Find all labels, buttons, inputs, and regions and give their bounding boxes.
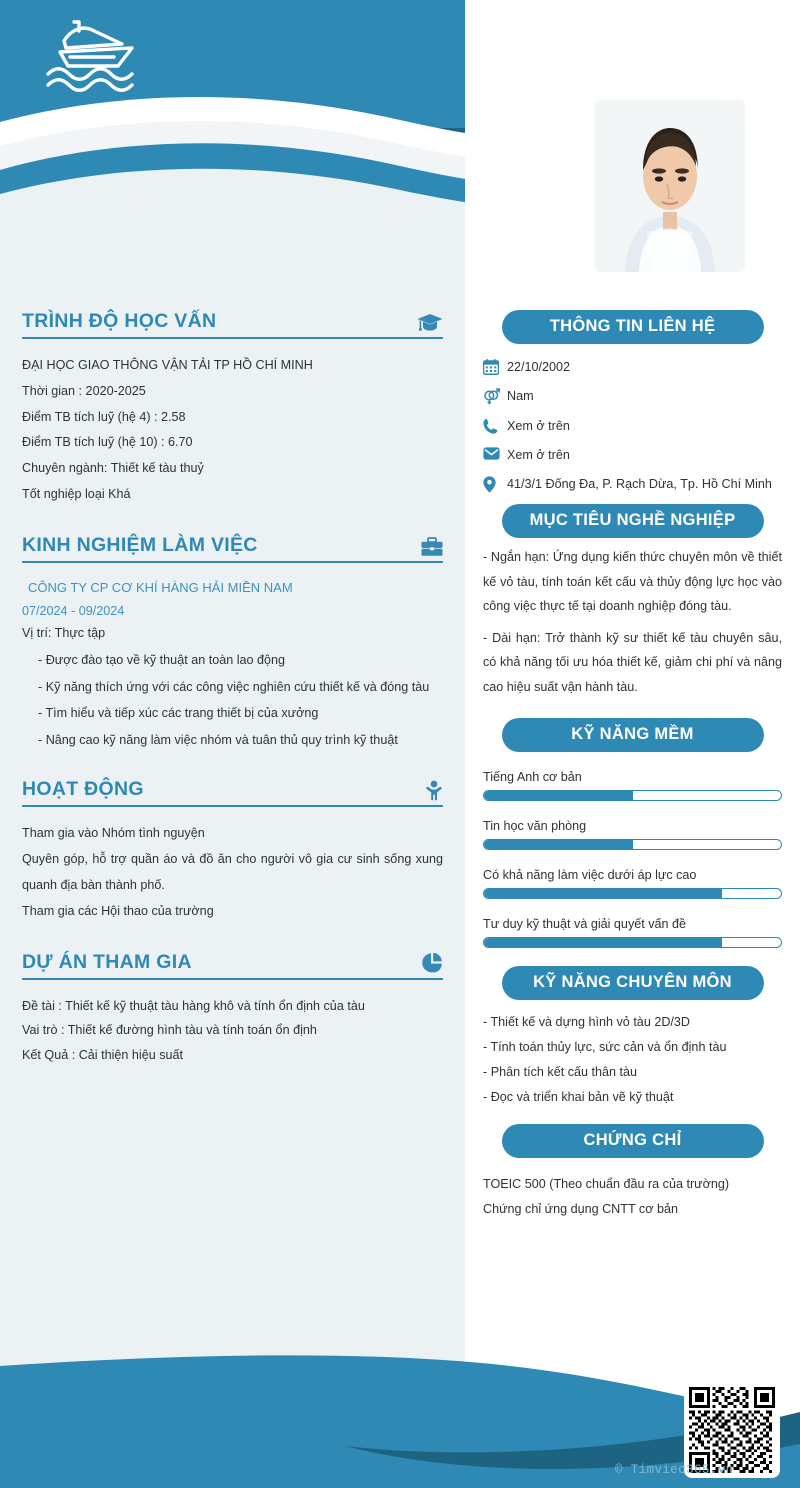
contact-list xyxy=(483,358,782,493)
section-contact-title: THÔNG TIN LIÊN HỆ xyxy=(502,310,764,344)
gender-icon xyxy=(483,387,507,405)
section-projects-rule xyxy=(22,978,443,980)
graduation-cap-icon xyxy=(417,313,443,333)
contact-row-gender xyxy=(483,387,782,405)
section-projects xyxy=(22,951,443,1068)
soft-skill-bar xyxy=(483,937,782,948)
pie-chart-icon xyxy=(421,952,443,974)
section-activities-title: HOẠT ĐỘNG xyxy=(22,778,144,801)
section-certificates-title: CHỨNG CHỈ xyxy=(502,1124,764,1158)
section-experience-header xyxy=(22,534,443,561)
spacer xyxy=(22,925,443,951)
avatar-image xyxy=(595,100,745,272)
certificates-list xyxy=(483,1172,782,1222)
briefcase-icon xyxy=(421,537,443,557)
pro-skill-item: - Đọc và triển khai bản vẽ kỹ thuật xyxy=(483,1090,674,1105)
section-education-rule xyxy=(22,337,443,339)
education-line: Tốt nghiệp loại Khá xyxy=(22,487,131,502)
section-soft-skills xyxy=(483,718,782,948)
experience-bullet: - Được đào tạo về kỹ thuật an toàn lao động xyxy=(38,653,286,668)
qr-code-image xyxy=(689,1387,775,1473)
soft-skill-bar-fill xyxy=(484,938,722,947)
projects-line: Kết Quả : Cải thiện hiệu suất xyxy=(22,1047,184,1062)
experience-bullet: - Nâng cao kỹ năng làm việc nhóm và tuân thủ quy trình kỹ thuật xyxy=(38,732,398,747)
pro-skill-item: - Tính toán thủy lực, sức cản và ổn định tàu xyxy=(483,1039,727,1054)
ship-icon xyxy=(40,14,148,97)
soft-skill-bar-fill xyxy=(484,889,722,898)
pro-skill-item: - Phân tích kết cấu thân tàu xyxy=(483,1064,638,1079)
projects-line: Vai trò : Thiết kế đường hình tàu và tính toán ổn định xyxy=(22,1023,317,1038)
section-pro-skills xyxy=(483,966,782,1111)
soft-skill-label: Tiếng Anh cơ bản xyxy=(483,769,582,784)
envelope-icon xyxy=(483,446,507,460)
watermark: © Timviec365.vn xyxy=(615,1463,734,1477)
section-education xyxy=(22,310,443,508)
experience-bullet: - Tìm hiểu và tiếp xúc các trang thiết bị của xưởng xyxy=(38,706,319,721)
soft-skill-bar-fill xyxy=(484,840,633,849)
soft-skill-label: Có khả năng làm việc dưới áp lực cao xyxy=(483,867,697,882)
section-activities xyxy=(22,778,443,924)
experience-role: Vị trí: Thực tập xyxy=(22,626,106,641)
education-line: Điểm TB tích luỹ (hệ 4) : 2.58 xyxy=(22,409,186,424)
soft-skill-bar-fill xyxy=(484,791,633,800)
experience-bullet: - Kỹ năng thích ứng với các công việc nghiên cứu thiết kế và đóng tàu xyxy=(38,679,430,694)
contact-value: 41/3/1 Đống Đa, P. Rạch Dừa, Tp. Hồ Chí Minh xyxy=(507,477,772,491)
contact-value: 22/10/2002 xyxy=(507,360,571,374)
soft-skill-bar xyxy=(483,790,782,801)
person-icon xyxy=(425,780,443,801)
education-lines xyxy=(22,353,443,508)
certificate-item: TOEIC 500 (Theo chuẩn đầu ra của trường) xyxy=(483,1177,730,1192)
soft-skill-label: Tư duy kỹ thuật và giải quyết vấn đề xyxy=(483,916,687,931)
pro-skill-item: - Thiết kế và dựng hình vỏ tàu 2D/3D xyxy=(483,1014,691,1029)
left-column xyxy=(0,310,465,1067)
education-line: Thời gian : 2020-2025 xyxy=(22,383,146,398)
section-experience-title: KINH NGHIỆM LÀM VIỆC xyxy=(22,533,258,556)
education-line: ĐẠI HỌC GIAO THÔNG VẬN TẢI TP HỒ CHÍ MINH xyxy=(22,358,313,372)
right-column xyxy=(465,310,800,1223)
location-pin-icon xyxy=(483,475,507,493)
soft-skill-bar xyxy=(483,839,782,850)
objective-paragraph: - Ngắn hạn: Ứng dụng kiến thức chuyên môn về thiết kế vỏ tàu, tính toán kết cấu và thủy động lực học vào công việc thực tế tại doanh nghiệp đóng tàu. xyxy=(483,550,782,614)
phone-icon xyxy=(483,417,507,434)
objective-paragraph: - Dài hạn: Trở thành kỹ sư thiết kế tàu chuyên sâu, có khả năng tối ưu hóa thiết kế, giảm chi phí và nâng cao hiệu suất vận hành tàu. xyxy=(483,630,782,694)
section-pro-skills-title: KỸ NĂNG CHUYÊN MÔN xyxy=(502,966,764,1000)
section-objective xyxy=(483,504,782,699)
certificate-item: Chứng chỉ ứng dụng CNTT cơ bản xyxy=(483,1202,679,1217)
calendar-icon xyxy=(483,358,507,375)
spacer xyxy=(22,752,443,778)
spacer xyxy=(22,508,443,534)
section-experience xyxy=(22,534,443,753)
section-projects-title: DỰ ÁN THAM GIA xyxy=(22,950,192,973)
section-certificates xyxy=(483,1124,782,1222)
projects-lines xyxy=(22,994,443,1068)
avatar xyxy=(595,100,745,272)
experience-company: CÔNG TY CP CƠ KHÍ HÀNG HẢI MIỀN NAM xyxy=(28,579,293,595)
contact-row-birthdate xyxy=(483,358,782,376)
section-projects-header xyxy=(22,951,443,978)
contact-row-phone xyxy=(483,417,782,435)
section-education-title: TRÌNH ĐỘ HỌC VẤN xyxy=(22,310,217,332)
activities-line: Tham gia vào Nhóm tình nguyện xyxy=(22,826,205,841)
soft-skill-label: Tin học văn phòng xyxy=(483,818,587,833)
section-activities-header xyxy=(22,778,443,805)
education-line: Chuyên ngành: Thiết kế tàu thuỷ xyxy=(22,461,204,476)
education-line: Điểm TB tích luỹ (hệ 10) : 6.70 xyxy=(22,435,193,450)
experience-date: 07/2024 - 09/2024 xyxy=(22,603,125,618)
soft-skill-bar xyxy=(483,888,782,899)
contact-row-address xyxy=(483,475,782,493)
activities-lines xyxy=(22,821,443,924)
activities-line: Tham gia các Hội thao của trường xyxy=(22,903,214,918)
section-objective-title: MỤC TIÊU NGHỀ NGHIỆP xyxy=(502,504,764,538)
section-experience-rule xyxy=(22,561,443,563)
projects-line: Đề tài : Thiết kế kỹ thuật tàu hàng khô và tính ổn định của tàu xyxy=(22,998,365,1013)
pro-skills-list xyxy=(483,1010,782,1111)
section-soft-skills-title: KỸ NĂNG MỀM xyxy=(502,718,764,752)
section-activities-rule xyxy=(22,805,443,807)
activities-line: Quyên góp, hỗ trợ quần áo và đồ ăn cho người vô gia cư sinh sống xung quanh địa bàn thành phố. xyxy=(22,852,443,893)
contact-value: Xem ở trên xyxy=(507,447,570,462)
contact-value: Nam xyxy=(507,389,534,404)
contact-row-email xyxy=(483,446,782,464)
contact-value: Xem ở trên xyxy=(507,418,570,433)
section-education-header xyxy=(22,310,443,337)
